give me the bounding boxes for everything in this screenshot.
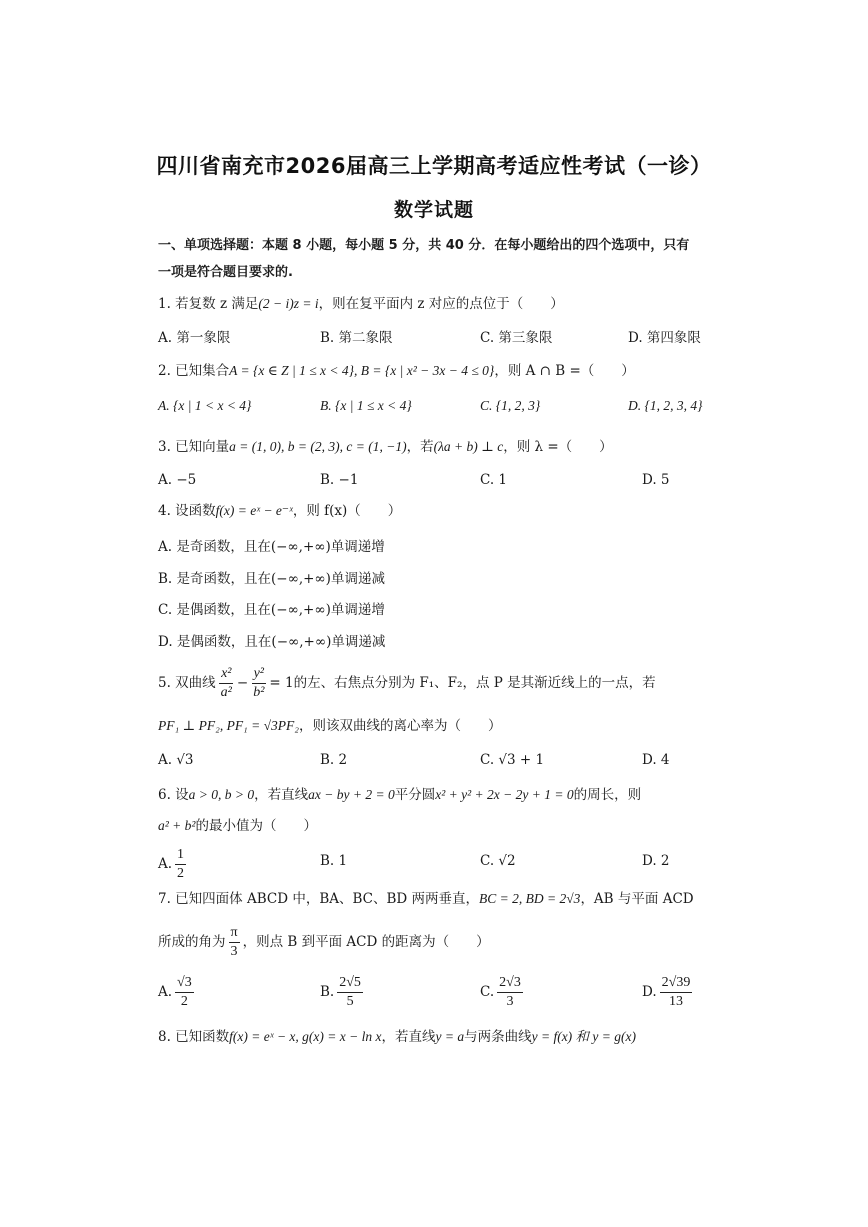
- q7-angle-fraction: [229, 924, 240, 961]
- q6-option-c: C. √2: [480, 853, 516, 869]
- q7-option-a-label: A.: [158, 984, 173, 1000]
- q8-expr3: y = f(x) 和 y = g(x): [531, 1029, 637, 1044]
- q3-option-d: D. 5: [642, 472, 670, 488]
- exam-title: 四川省南充市2026届高三上学期高考适应性考试（一诊）: [156, 154, 712, 178]
- q3-option-b: B. −1: [320, 472, 359, 488]
- q3-option-c: C. 1: [480, 472, 508, 488]
- q7-option-c: [480, 974, 526, 1011]
- q3-condition: (λa + b) ⊥ c: [433, 439, 504, 454]
- q7-text-b: ，AB 与平面 ACD: [580, 891, 694, 907]
- question-6-stem: [158, 785, 718, 805]
- q7-text-a: 7. 已知四面体 ABCD 中，BA、BC、BD 两两垂直，: [158, 891, 480, 907]
- q5-option-b: B. 2: [320, 752, 348, 768]
- q6-text-d: 的周长，则: [573, 787, 642, 803]
- exam-subtitle: 数学试题: [393, 199, 474, 221]
- q4-option-b: B. 是奇函数，且在(−∞,+∞)单调递减: [158, 571, 385, 587]
- section-heading-line2: 一项是符合题目要求的.: [158, 265, 293, 280]
- q6-text-a: 6. 设: [158, 787, 189, 803]
- q6-option-a: [158, 846, 189, 883]
- q5-frac2-num: y²: [252, 665, 266, 684]
- q3-text-a: 3. 已知向量: [158, 439, 230, 455]
- q5-eq: = 1: [269, 675, 294, 691]
- q6-text-b: ，若直线: [254, 787, 309, 803]
- q6-option-b: B. 1: [320, 853, 348, 869]
- q1-text-a: 1. 若复数 z 满足: [158, 296, 259, 312]
- q2-option-d: D. {1, 2, 3, 4}: [628, 398, 703, 413]
- q1-option-d: D. 第四象限: [628, 330, 701, 346]
- q7-option-d-num: 2√39: [660, 974, 693, 993]
- q5-option-c: C. √3 + 1: [480, 752, 545, 768]
- q6-line2-text: 的最小值为（ ）: [195, 818, 317, 834]
- question-7-stem: [158, 889, 718, 909]
- q6-option-d: D. 2: [642, 853, 670, 869]
- question-3-stem: [158, 437, 718, 457]
- q2-option-c: C. {1, 2, 3}: [480, 398, 541, 413]
- question-8-stem: [158, 1027, 718, 1047]
- q6-option-a-den: 2: [177, 866, 185, 881]
- q4-option-a: A. 是奇函数，且在(−∞,+∞)单调递增: [158, 539, 385, 555]
- q5-frac1-den: a²: [220, 685, 232, 700]
- q6-line2-expr: a² + b²: [158, 818, 196, 833]
- q7-option-c-fraction: [497, 974, 523, 1011]
- q6-text-c: 平分圆: [394, 787, 436, 803]
- q1-text-b: ，则在复平面内 z 对应的点位于（ ）: [318, 296, 564, 312]
- question-7-stem-line2: [158, 922, 718, 962]
- q7-line2-a: 所成的角为: [158, 934, 226, 950]
- q4-text-b: ，则 f(x)（ ）: [292, 503, 402, 519]
- q2-text-a: 2. 已知集合: [158, 363, 230, 379]
- q5-frac2-den: b²: [253, 685, 265, 700]
- question-6-stem-line2: [158, 816, 718, 836]
- q7-option-d: [642, 974, 695, 1011]
- q7-option-b: [320, 974, 366, 1011]
- question-2-stem: [158, 361, 718, 381]
- q5-option-a: A. √3: [158, 752, 194, 768]
- q8-expr2: y = a: [435, 1029, 465, 1044]
- q7-option-a-num: √3: [175, 974, 194, 993]
- q3-expr: a = (1, 0), b = (2, 3), c = (1, −1): [229, 439, 407, 454]
- q7-option-a-fraction: [175, 974, 194, 1011]
- q7-option-c-label: C.: [480, 984, 495, 1000]
- q6-expr2: ax − by + 2 = 0: [308, 787, 395, 802]
- q7-option-d-den: 13: [668, 994, 683, 1009]
- q7-angle-den: 3: [230, 944, 238, 959]
- q7-option-d-label: D.: [642, 984, 657, 1000]
- q7-option-a-den: 2: [180, 994, 188, 1009]
- q6-option-a-label: A.: [158, 856, 173, 872]
- q1-option-c: C. 第三象限: [480, 330, 553, 346]
- q5-minus: −: [236, 675, 249, 691]
- section-heading-line1: 一、单项选择题：本题 8 小题，每小题 5 分，共 40 分．在每小题给出的四个选项中，只有: [158, 238, 690, 253]
- q7-option-c-num: 2√3: [497, 974, 523, 993]
- q3-option-a: A. −5: [158, 472, 197, 488]
- q6-option-a-fraction: [175, 846, 186, 883]
- q5-text-a: 5. 双曲线: [158, 675, 216, 691]
- question-4-stem: [158, 501, 718, 521]
- question-5-stem: [158, 662, 718, 704]
- q6-expr1: a > 0, b > 0: [188, 787, 255, 802]
- q7-option-b-fraction: [337, 974, 363, 1011]
- q7-line2-b: ，则点 B 到平面 ACD 的距离为（ ）: [242, 934, 490, 950]
- q8-text-b: ，若直线: [381, 1029, 436, 1045]
- q5-text-c: ，则该双曲线的离心率为（ ）: [298, 718, 502, 734]
- q7-option-b-den: 5: [346, 994, 354, 1009]
- q5-condition: PF₁ ⊥ PF₂, PF₁ = √3PF₂: [158, 718, 299, 733]
- question-1-stem: [158, 294, 718, 314]
- q8-expr: f(x) = eˣ − x, g(x) = x − ln x: [229, 1029, 382, 1044]
- q6-expr3: x² + y² + 2x − 2y + 1 = 0: [435, 787, 574, 802]
- q3-text-b: ，若: [406, 439, 434, 455]
- q1-option-a: A. 第一象限: [158, 330, 231, 346]
- q4-option-c: C. 是偶函数，且在(−∞,+∞)单调递增: [158, 602, 385, 618]
- q7-option-a: [158, 974, 197, 1011]
- q7-expr: BC = 2, BD = 2√3: [479, 891, 581, 906]
- q4-option-d: D. 是偶函数，且在(−∞,+∞)单调递减: [158, 634, 386, 650]
- q5-frac1-num: x²: [219, 665, 233, 684]
- q2-option-b: B. {x | 1 ≤ x < 4}: [320, 398, 412, 413]
- q2-option-a: A. {x | 1 < x < 4}: [158, 398, 252, 413]
- q7-option-b-label: B.: [320, 984, 335, 1000]
- q5-fraction-y: [251, 665, 266, 702]
- q5-text-b: 的左、右焦点分别为 F₁、F₂，点 P 是其渐近线上的一点，若: [293, 675, 656, 691]
- q6-option-a-num: 1: [175, 846, 186, 865]
- q7-option-d-fraction: [660, 974, 693, 1011]
- q8-text-a: 8. 已知函数: [158, 1029, 230, 1045]
- q2-expr: A = {x ∈ Z | 1 ≤ x < 4}, B = {x | x² − 3x − 4 ≤ 0}: [229, 363, 495, 378]
- q4-expr: f(x) = eˣ − e⁻ˣ: [215, 503, 293, 518]
- question-5-stem-line2: [158, 716, 718, 736]
- q2-text-b: ，则 A ∩ B =（ ）: [494, 363, 635, 379]
- q5-option-d: D. 4: [642, 752, 670, 768]
- q1-option-b: B. 第二象限: [320, 330, 393, 346]
- q4-text-a: 4. 设函数: [158, 503, 216, 519]
- q7-option-b-num: 2√5: [337, 974, 363, 993]
- q3-text-c: ，则 λ =（ ）: [503, 439, 613, 455]
- q7-angle-num: π: [229, 924, 240, 943]
- q1-expr: (2 − i)z = i: [258, 296, 319, 311]
- q8-text-c: 与两条曲线: [464, 1029, 532, 1045]
- q7-option-c-den: 3: [506, 994, 514, 1009]
- q5-fraction-x: [219, 665, 234, 702]
